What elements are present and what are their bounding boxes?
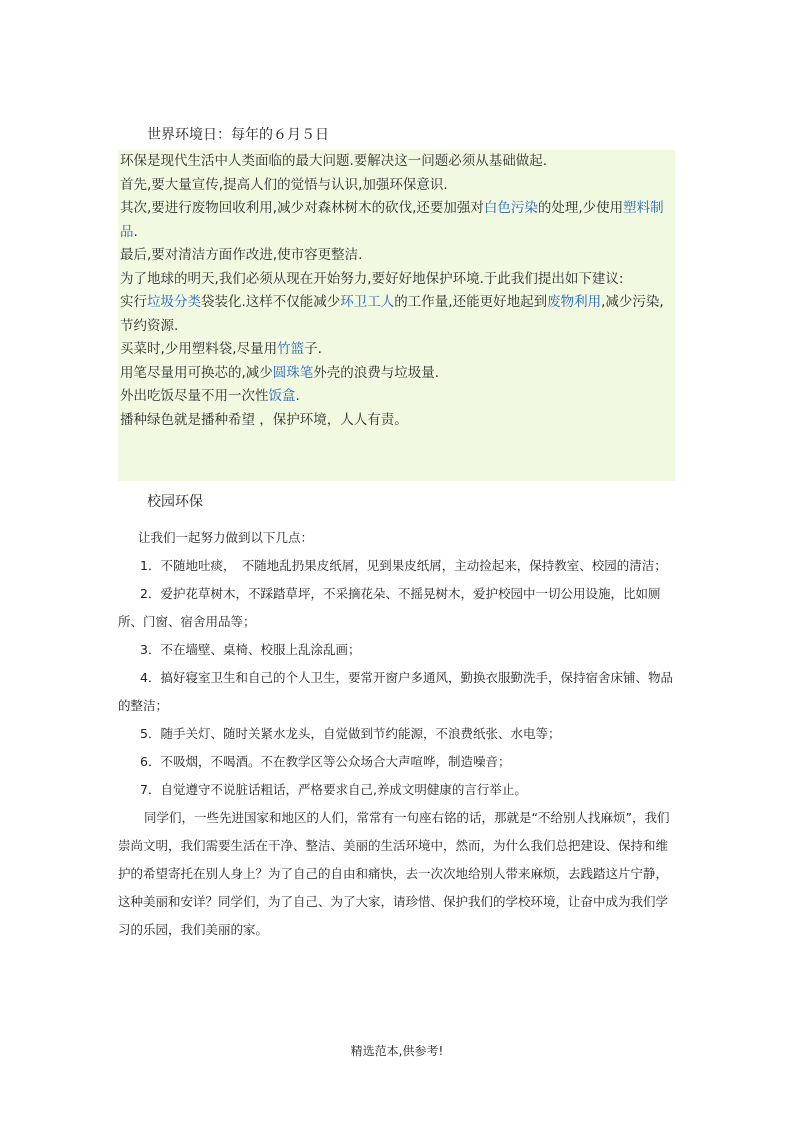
link-waste-utilization[interactable]: 废物利用 (547, 294, 602, 310)
tip-text: 外壳的浪费与垃圾量. (313, 364, 440, 381)
tip-text: 袋装化.这样不仅能减少 (201, 294, 341, 310)
tip-line (118, 385, 675, 409)
tip-text: 的处理,少使用 (537, 200, 624, 216)
tip-text: . (295, 388, 300, 404)
tip-text: 其次,要进行废物回收利用,减少对森林树木的砍伐,还要加强对 (120, 200, 484, 216)
link-garbage-sorting[interactable]: 垃圾分类 (147, 294, 201, 310)
rule-item: 4．搞好寝室卫生和自己的个人卫生，要常开窗户多通风，勤换衣服勤洗手，保持宿舍床铺、物品的整洁； (118, 670, 673, 713)
rule-item: 7．自觉遵守不说脏话粗话，严格要求自己,养成文明健康的言行举止。 (140, 782, 527, 797)
tip-line (118, 197, 675, 244)
link-sanitation-workers[interactable]: 环卫工人 (340, 294, 395, 310)
tip-text: 实行 (120, 294, 147, 310)
tip-text: 最后,要对清洁方面作改进,使市容更整洁. (120, 247, 363, 263)
environment-tips-box (118, 150, 675, 481)
rule-item: 6．不吸烟，不喝酒。不在教学区等公众场合大声喧哗，制造噪音； (140, 754, 511, 769)
tip-line (118, 409, 675, 433)
rule-item: 2．爱护花草树木，不踩踏草坪，不采摘花朵、不摇晃树木，爱护校园中一切公用设施，比如厕所、门窗、宿舍用品等； (118, 586, 661, 629)
rule-item: 1．不随地吐痰， 不随地乱扔果皮纸屑，见到果皮纸屑，主动捡起来，保持教室、校园的清洁； (140, 558, 667, 573)
campus-section-title: 校园环保 (147, 494, 203, 510)
link-plastic-products[interactable]: 塑料制品 (120, 200, 664, 240)
tip-text: 播种绿色就是播种希望 ，保护环境，人人有责。 (120, 411, 408, 428)
tip-text: 用笔尽量用可换芯的,减少 (120, 364, 273, 381)
page-footer: 精选范本,供参考! (350, 1044, 444, 1058)
rule-item: 5．随手关灯、随时关紧水龙头，自觉做到节约能源，不浪费纸张、水电等； (140, 726, 561, 741)
tip-line (118, 291, 675, 338)
link-lunch-box[interactable]: 饭盒 (268, 388, 296, 404)
tip-line (118, 244, 675, 268)
tip-text: 环保是现代生活中人类面临的最大问题.要解决这一问题必须从基础做起. (120, 153, 548, 169)
tip-text: 子. (304, 341, 322, 357)
link-bamboo-basket[interactable]: 竹篮 (277, 341, 305, 357)
tip-text: 为了地球的明天,我们必须从现在开始努力,要好好地保护环境.于此我们提出如下建议: (120, 270, 624, 287)
tip-line (118, 338, 675, 362)
tip-text: 的工作量,还能更好地起到 (394, 294, 548, 310)
tip-line (118, 174, 675, 198)
tip-text: 买菜时,少用塑料袋,尽量用 (120, 341, 278, 357)
campus-rules-list (118, 552, 678, 804)
closing-paragraph: 同学们，一些先进国家和地区的人们，常常有一句座右铭的话，那就是“不给别人找麻烦”，我们崇尚文明，我们需要生活在干净、整洁、美丽的生活环境中，然而，为什么我们总把建设、保持和维护的希望寄托在别人身上？为了自己的自由和痛快，去一次次地给别人带来麻烦，去践踏这片宁静，这种美丽和安详？同学们，为了自己、为了大家，请珍惜、保护我们的学校环境，让奋中成为我们学习的乐园，我们美丽的家。 (118, 810, 670, 937)
tip-text: 外出吃饭尽量不用一次性 (120, 388, 269, 404)
tip-text: 首先,要大量宣传,提高人们的觉悟与认识,加强环保意识. (120, 176, 448, 193)
tip-line (118, 362, 675, 386)
campus-intro: 让我们一起努力做到以下几点： (138, 530, 314, 545)
rule-item: 3．不在墙壁、桌椅、校服上乱涂乱画； (140, 642, 361, 657)
tip-text: ,减少污染,节约资源. (120, 294, 664, 334)
tip-line (118, 150, 675, 174)
tip-text: . (133, 223, 138, 240)
link-ballpoint-pen[interactable]: 圆珠笔 (272, 364, 314, 381)
link-white-pollution[interactable]: 白色污染 (483, 200, 538, 216)
environment-day-title: 世界环境日：每年的６月５日 (147, 127, 329, 143)
tip-line (118, 268, 675, 292)
